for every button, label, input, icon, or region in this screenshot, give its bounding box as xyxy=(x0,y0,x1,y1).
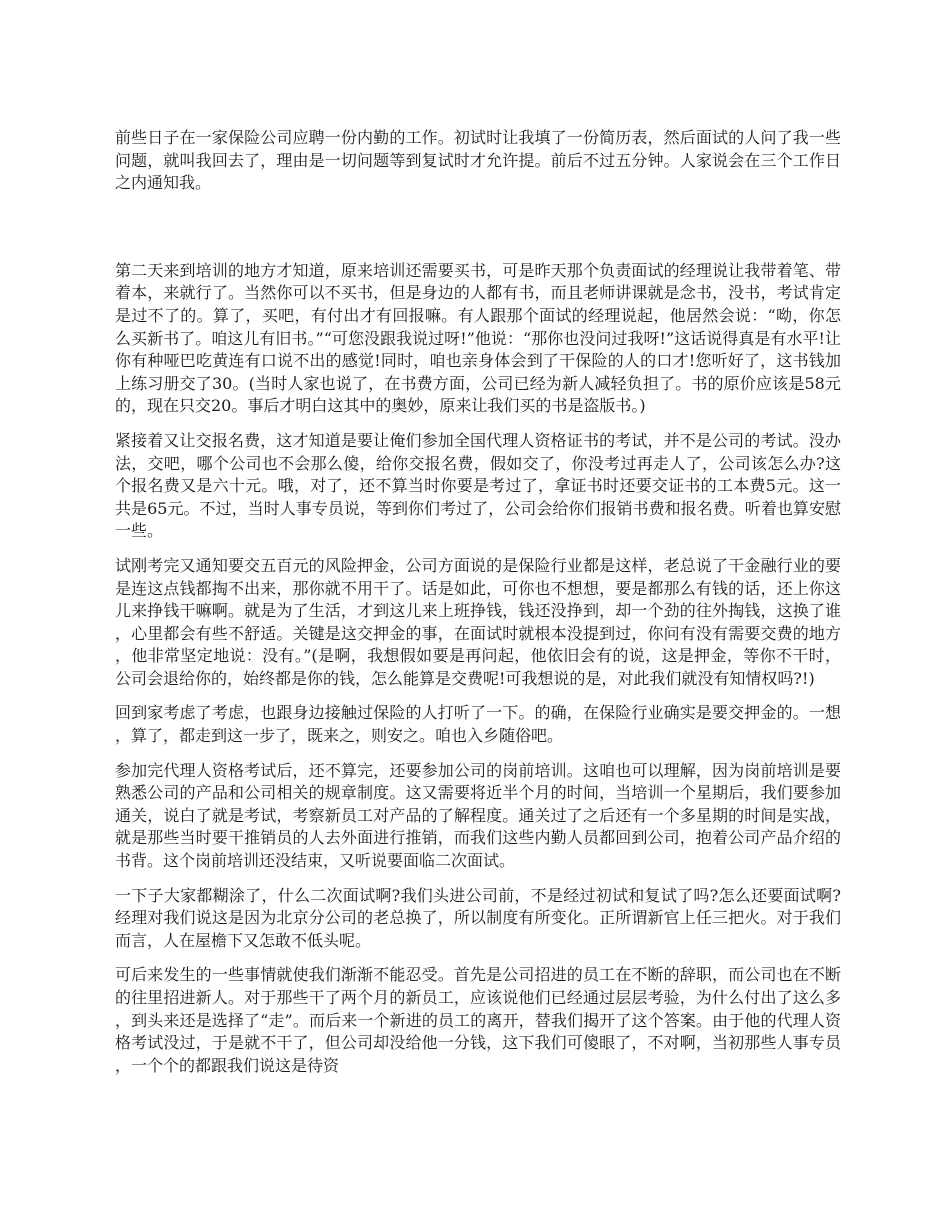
paragraph-7: 一下子大家都糊涂了，什么二次面试啊?我们头进公司前，不是经过初试和复试了吗?怎么还要面试啊?经理对我们说这是因为北京分公司的老总换了，所以制度有所变化。正所谓新官上任三把火。对于我们而言，人在屋檐下又怎敢不低头呢。 xyxy=(115,885,841,950)
document-page xyxy=(115,127,841,1077)
paragraph-8: 可后来发生的一些事情就使我们渐渐不能忍受。首先是公司招进的员工在不断的辞职，而公司也在不断的往里招进新人。对于那些干了两个月的新员工，应该说他们已经通过层层考验，为什么付出了这么多，到头来还是选择了“走”。而后来一个新进的员工的离开，替我们揭开了这个答案。由于他的代理人资格考试没过，于是就不干了，但公司却没给他一分钱，这下我们可傻眼了，不对啊，当初那些人事专员，一个个的都跟我们说这是待资 xyxy=(115,965,841,1075)
paragraph-3: 紧接着又让交报名费，这才知道是要让俺们参加全国代理人资格证书的考试，并不是公司的考试。没办法，交吧，哪个公司也不会那么傻，给你交报名费，假如交了，你没考过再走人了，公司该怎么办?这个报名费又是六十元。哦，对了，还不算当时你要是考过了，拿证书时还要交证书的工本费5元。这一共是65元。不过，当时人事专员说，等到你们考过了，公司会给你们报销书费和报名费。听着也算安慰一些。 xyxy=(115,430,841,541)
paragraph-4: 试刚考完又通知要交五百元的风险押金，公司方面说的是保险行业都是这样，老总说了干金融行业的要是连这点钱都掏不出来，那你就不用干了。话是如此，可你也不想想，要是都那么有钱的话，还上你这儿来挣钱干嘛啊。就是为了生活，才到这儿来上班挣钱，钱还没挣到，却一个劲的往外掏钱，这换了谁，心里都会有些不舒适。关键是这交押金的事，在面试时就根本没提到过，你问有没有需要交费的地方，他非常坚定地说：没有。”(是啊，我想假如要是再问起，他依旧会有的说，这是押金，等你不干时，公司会退给你的，始终都是你的钱，怎么能算是交费呢!可我想说的是，对此我们就没有知情权吗?!) xyxy=(115,555,841,688)
paragraph-1: 前些日子在一家保险公司应聘一份内勤的工作。初试时让我填了一份简历表，然后面试的人问了我一些问题，就叫我回去了，理由是一切问题等到复试时才允许提。前后不过五分钟。人家说会在三个工作日之内通知我。 xyxy=(115,128,841,193)
paragraph-6: 参加完代理人资格考试后，还不算完，还要参加公司的岗前培训。这咱也可以理解，因为岗前培训是要熟悉公司的产品和公司相关的规章制度。这又需要将近半个月的时间，当培训一个星期后，我们要参加通关，说白了就是考试，考察新员工对产品的了解程度。通关过了之后还有一个多星期的时间是实战，就是那些当时要干推销员的人去外面进行推销，而我们这些内勤人员都回到公司，抱着公司产品介绍的书背。这个岗前培训还没结束，又听说要面临二次面试。 xyxy=(115,760,841,871)
paragraph-5: 回到家考虑了考虑，也跟身边接触过保险的人打听了一下。的确，在保险行业确实是要交押金的。一想，算了，都走到这一步了，既来之，则安之。咱也入乡随俗吧。 xyxy=(115,703,841,746)
paragraph-2: 第二天来到培训的地方才知道，原来培训还需要买书，可是昨天那个负责面试的经理说让我带着笔、带着本，来就行了。当然你可以不买书，但是身边的人都有书，而且老师讲课就是念书，没书，考试肯定是过不了的。算了，买吧，有付出才有回报嘛。有人跟那个面试的经理说起，他居然会说：“呦，你怎么买新书了。咱这儿有旧书。”“可您没跟我说过呀!”他说：“那你也没问过我呀!”这话说得真是有水平!让你有种哑巴吃黄连有口说不出的感觉!同时，咱也亲身体会到了干保险的人的口才!您听好了，这书钱加上练习册交了30。(当时人家也说了，在书费方面，公司已经为新人减轻负担了。书的原价应该是58元的，现在只交20。事后才明白这其中的奥妙，原来让我们买的书是盗版书。) xyxy=(115,260,841,416)
